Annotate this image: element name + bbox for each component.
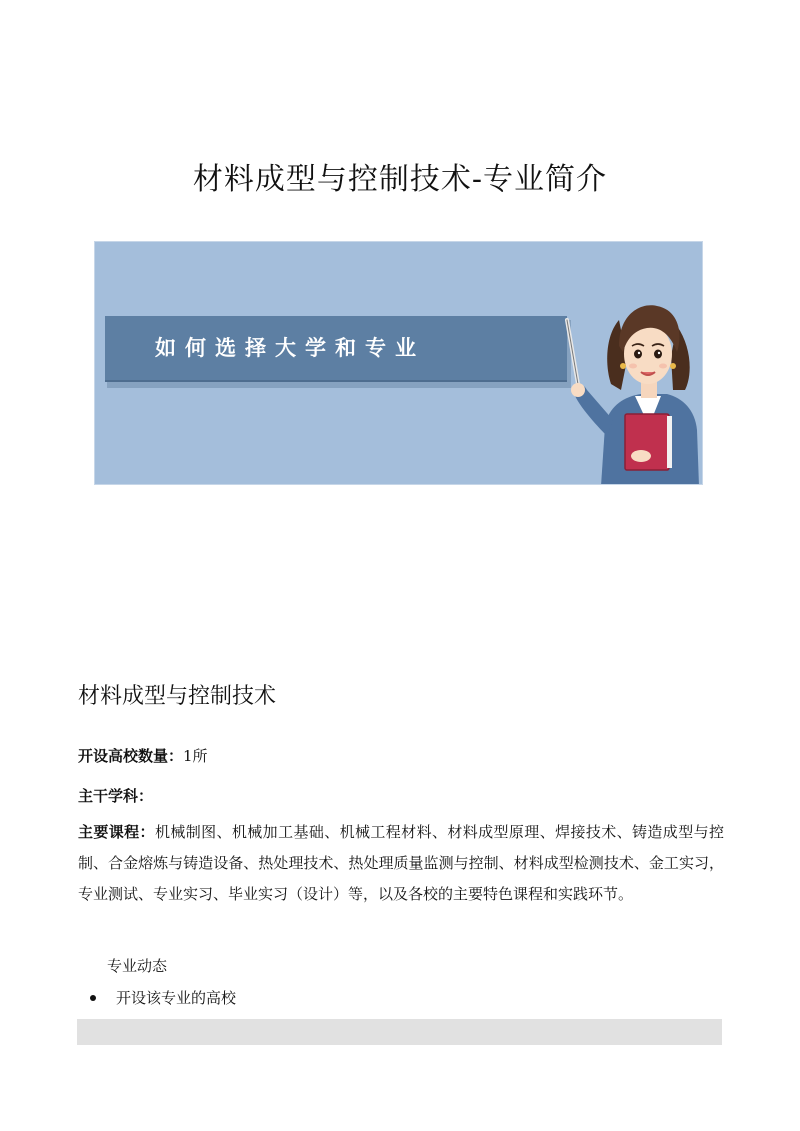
discipline-line	[78, 781, 724, 812]
list-item-label[interactable]: 开设该专业的高校	[116, 989, 237, 1007]
teacher-illustration	[561, 286, 701, 485]
banner-bar	[105, 316, 567, 382]
content-placeholder-bar	[77, 1019, 722, 1045]
schools-count-value: 1所	[183, 747, 208, 765]
bullet-icon	[90, 995, 96, 1001]
schools-count-line	[78, 741, 724, 772]
page-title: 材料成型与控制技术-专业简介	[192, 162, 608, 197]
list-item[interactable]	[90, 983, 236, 1013]
schools-count-label: 开设高校数量：	[78, 747, 184, 765]
courses-label: 主要课程：	[78, 823, 155, 841]
banner-image	[94, 241, 703, 485]
courses-paragraph	[78, 817, 724, 910]
section-heading: 材料成型与控制技术	[78, 684, 277, 709]
dynamics-label: 专业动态	[107, 957, 168, 975]
discipline-label: 主干学科：	[78, 787, 154, 805]
banner-text: 如何选择大学和专业	[155, 336, 425, 360]
courses-value: 机械制图、机械加工基础、机械工程材料、材料成型原理、焊接技术、铸造成型与控制、合金熔炼与铸造设备、热处理技术、热处理质量监测与控制、材料成型检测技术、金工实习，专业测试、专业实习、毕业实习（设计）等，以及各校的主要特色课程和实践环节。	[78, 823, 724, 903]
